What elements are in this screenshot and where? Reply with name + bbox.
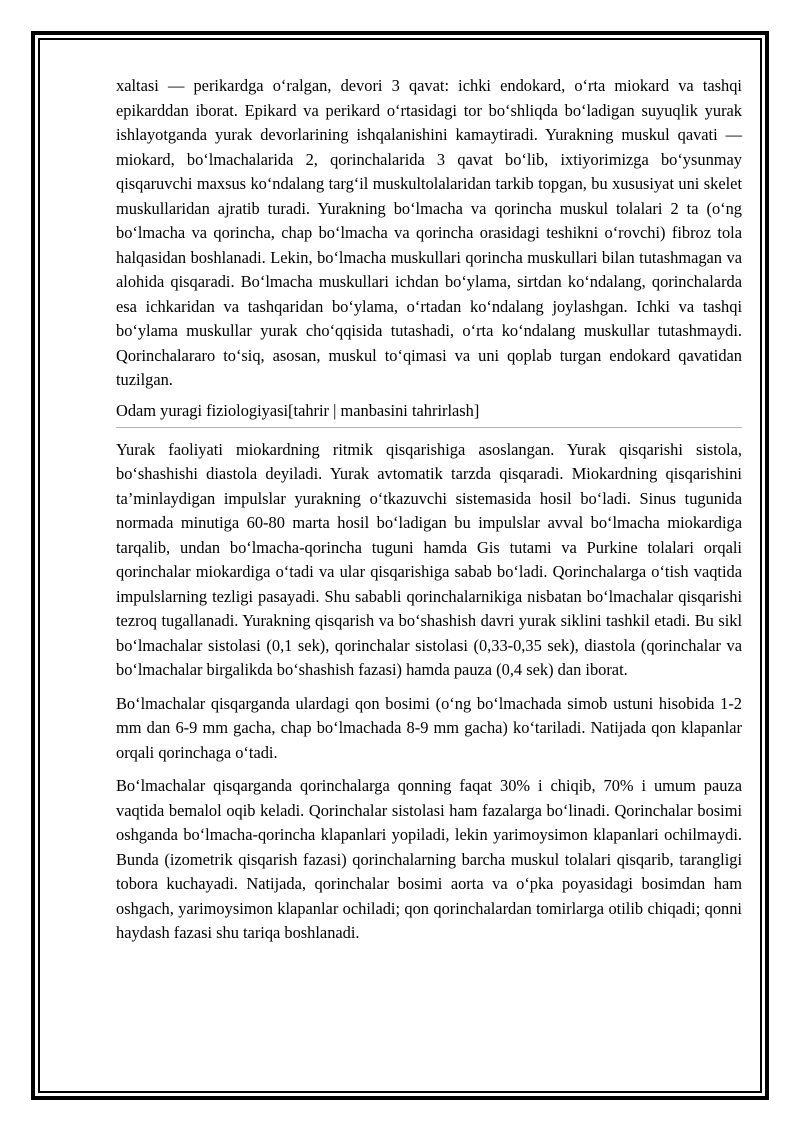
paragraph-ventricular-systole: Bo‘lmachalar qisqarganda qorinchalarga qonning faqat 30% i chiqib, 70% i umum pauza vaqtida bemalol oqib keladi. Qorinchalar sistolasi ham fazalarga bo‘linadi. Qorinchalar bosimi oshganda bo‘lmacha-qorincha klapanlari yopiladi, lekin yarimoysimon klapanlari ochilmaydi. Bunda (izometrik qisqarish fazasi) qorinchalarning barcha muskul tolalari qisqarib, tarangligi tobora kuchayadi. Natijada, qorinchalar bosimi aorta va o‘pka poyasidagi bosimdan ham oshgach, yarimoysimon klapanlar ochiladi; qon qorinchalardan tomirlarga otilib chiqadi; qonni haydash fazasi shu tariqa boshlanadi.: [116, 776, 742, 942]
document-body: [116, 74, 742, 946]
paragraph-atrial-pressure: Bo‘lmachalar qisqarganda ulardagi qon bosimi (o‘ng bo‘lmachada simob ustuni hisobida 1-2 mm dan 6-9 mm gacha, chap bo‘lmachada 8-9 mm gacha) ko‘tariladi. Natijada qon klapanlar orqali qorinchaga o‘tadi.: [116, 693, 742, 762]
section-heading-physiology: Odam yuragi fiziologiyasi[tahrir | manbasini tahrirlash]: [116, 399, 742, 428]
paragraph-heart-activity: Yurak faoliyati miokardning ritmik qisqarishiga asoslangan. Yurak qisqarishi sistola, bo‘shashishi diastola deyiladi. Yurak avtomatik tarzda qisqaradi. Miokardning qisqarishini ta’minlaydigan impulslar yurakning o‘tkazuvchi sistemasida hosil bo‘ladi. Sinus tugunida normada minutiga 60-80 marta hosil bo‘ladigan bu impulslar avval bo‘lmacha miokardiga tarqalib, undan bo‘lmacha-qorincha tuguni hamda Gis tutami va Purkine tolalari orqali qorinchalar miokardiga o‘tadi va ular qisqarishiga sabab bo‘ladi. Qorinchalarga o‘tish vaqtida impulslarning tezligi pasayadi. Shu sababli qorinchalarnikiga nisbatan bo‘lmachalar qisqarishi tezroq tugallanadi. Yurakning qisqarish va bo‘shashish davri yurak siklini tashkil etadi. Bu sikl bo‘lmachalar sistolasi (0,1 sek), qorinchalar sistolasi (0,33-0,35 sek), diastola (qorinchalar va bo‘lmachalar birgalikda bo‘shashish fazasi) hamda pauza (0,4 sek) dan iborat.: [116, 439, 742, 679]
paragraph-heart-structure: xaltasi — perikardga o‘ralgan, devori 3 qavat: ichki endokard, o‘rta miokard va tashqi epikarddan iborat. Epikard va perikard o‘rtasidagi tor bo‘shliqda bo‘ladigan suyuqlik yurak ishlayotganda yurak devorlarining ishqalanishini kamaytiradi. Yurakning muskul qavati — miokard, bo‘lmachalarida 2, qorinchalarida 3 qavat bo‘lib, ixtiyorimizga bo‘ysunmay qisqaruvchi maxsus ko‘ndalang targ‘il muskultolalaridan tarkib topgan, bu xususiyat uni skelet muskullaridan ajratib turadi. Yurakning bo‘lmacha va qorincha muskul tolalari 2 ta (o‘ng bo‘lmacha va qorincha, chap bo‘lmacha va qorincha orasidagi teshikni o‘rovchi) fibroz tola halqasidan boshlanadi. Lekin, bo‘lmacha muskullari qorincha muskullari bilan tutashmagan va alohida qisqaradi. Bo‘lmacha muskullari ichdan bo‘ylama, sirtdan ko‘ndalang, qorinchalarda esa ichkaridan va tashqaridan bo‘ylama, o‘rtadan ko‘ndalang joylashgan. Ichki va tashqi bo‘ylama muskullar yurak cho‘qqisida tutashadi, o‘rta ko‘ndalang muskullar tutashmaydi. Qorinchalararo to‘siq, asosan, muskul to‘qimasi va uni qoplab turgan endokard qavatidan tuzilgan.: [116, 76, 742, 389]
